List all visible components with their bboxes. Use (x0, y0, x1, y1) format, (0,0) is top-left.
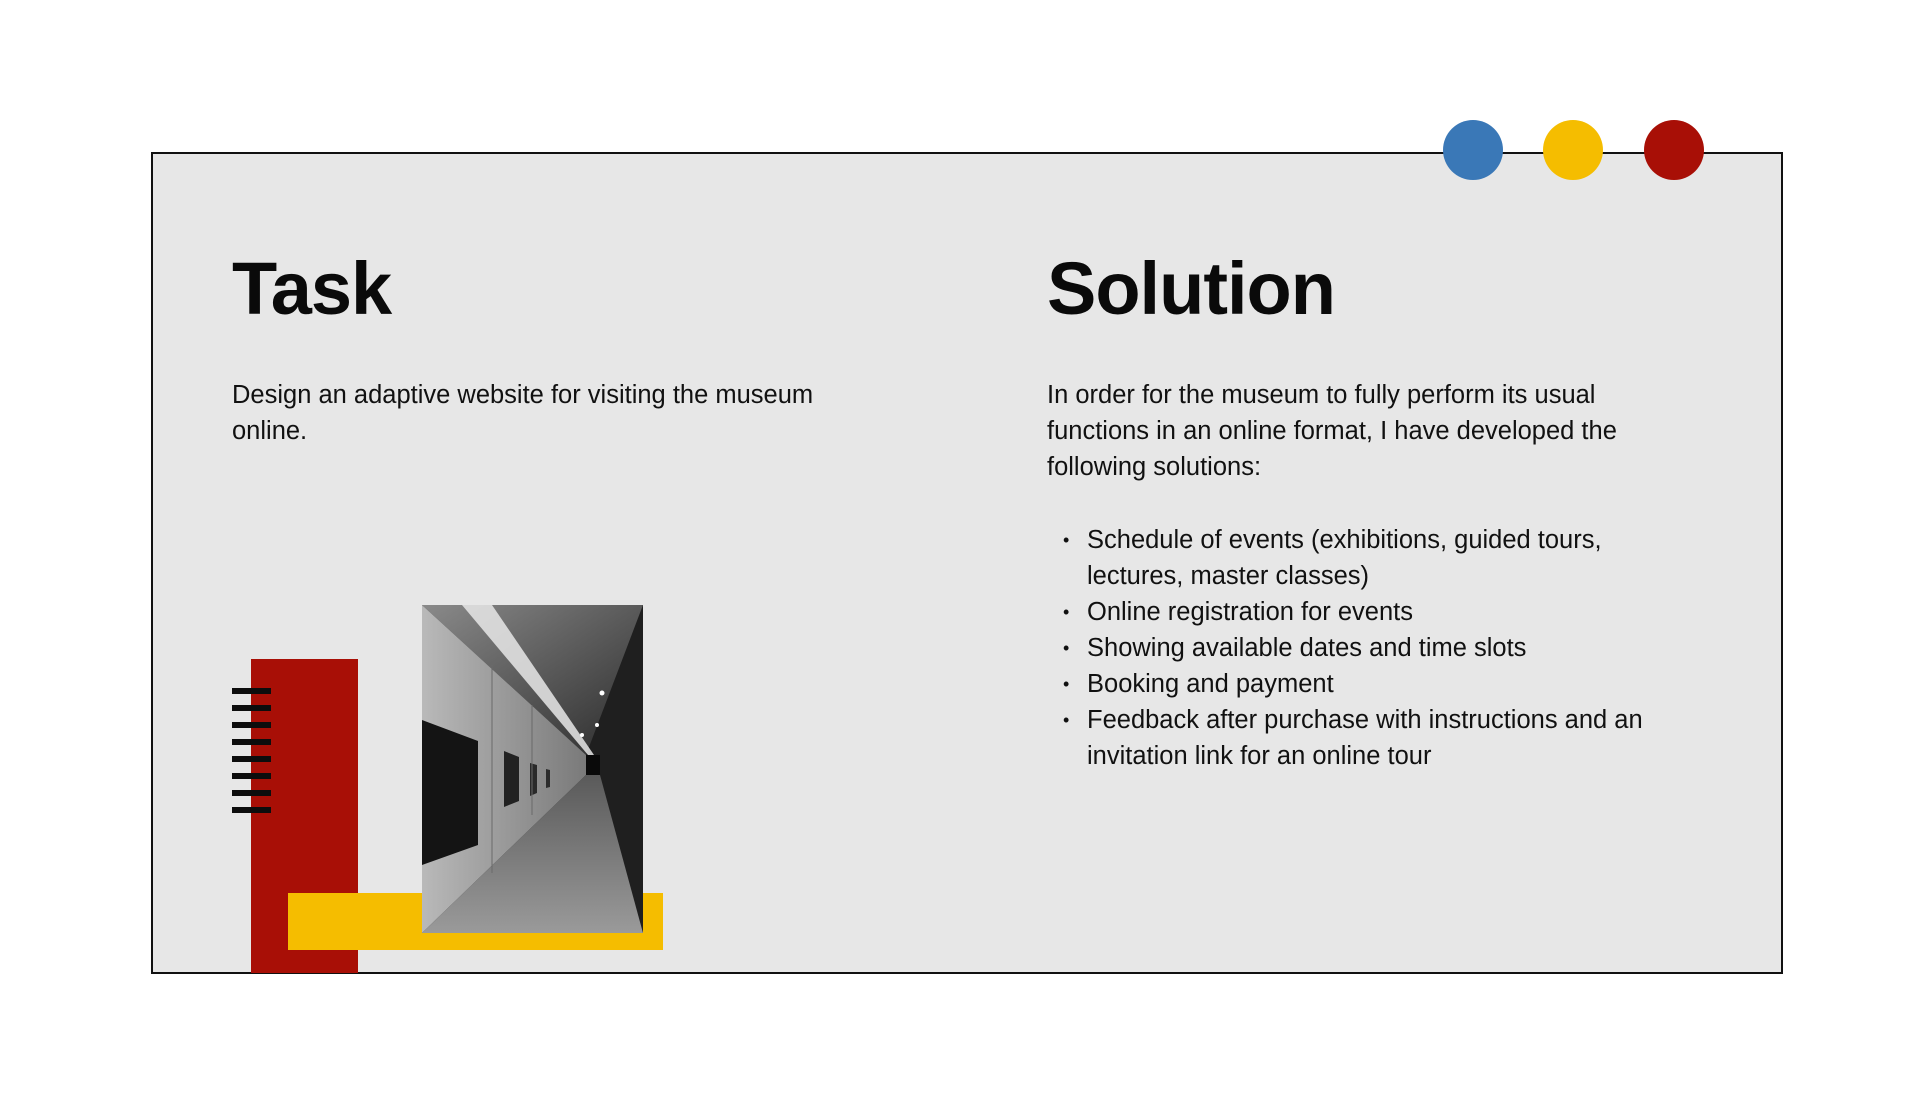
red-dot (1644, 120, 1704, 180)
solution-item: • Online registration for events (1047, 594, 1667, 630)
museum-corridor-photo (422, 605, 643, 933)
solution-item: • Booking and payment (1047, 666, 1667, 702)
solution-item: • Feedback after purchase with instructions and an invitation link for an online tour (1047, 702, 1667, 774)
solution-item: • Showing available dates and time slots (1047, 630, 1667, 666)
task-heading: Task (232, 247, 392, 330)
black-stripes (232, 688, 271, 818)
solution-heading: Solution (1047, 247, 1335, 330)
task-description: Design an adaptive website for visiting the museum online. (232, 381, 814, 445)
solution-item: • Schedule of events (exhibitions, guided tours, lectures, master classes) (1047, 522, 1667, 594)
yellow-dot (1543, 120, 1603, 180)
solution-intro: In order for the museum to fully perform its usual functions in an online format, I have developed the following solutions: (1047, 381, 1617, 481)
solution-list (1047, 522, 1667, 774)
blue-dot (1443, 120, 1503, 180)
